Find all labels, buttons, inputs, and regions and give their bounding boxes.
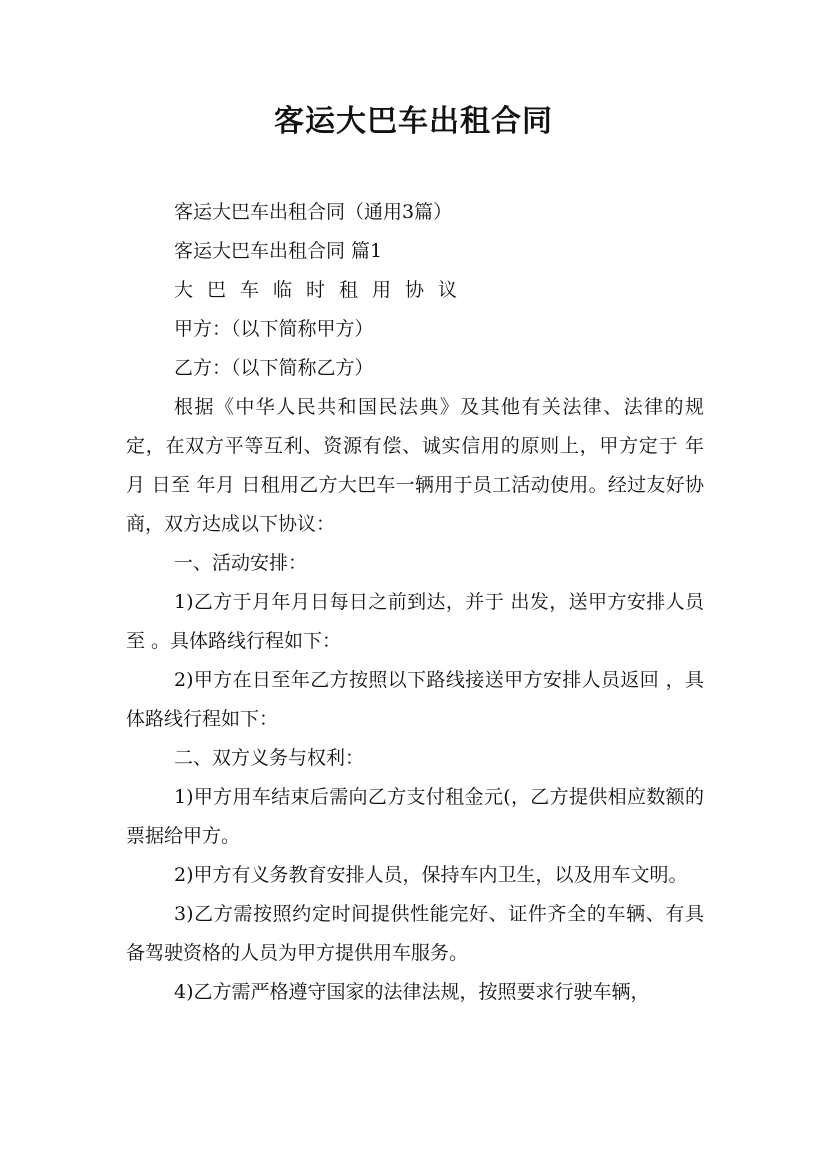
paragraph-clause: 2)甲方有义务教育安排人员，保持车内卫生，以及用车文明。 [174, 864, 688, 886]
paragraph-agreement-name: 大巴车临时租用协议 [174, 279, 472, 301]
document-body [126, 193, 704, 1012]
paragraph-clause: 3)乙方需按照约定时间提供性能完好、证件齐全的车辆、有具备驾驶资格的人员为甲方提供用车服务。 [126, 903, 704, 964]
paragraph-heading-obligations: 二、双方义务与权利： [174, 747, 365, 769]
paragraph-heading-arrangement: 一、活动安排： [174, 552, 308, 574]
paragraph-clause: 1)乙方于月年月日每日之前到达，并于 出发，送甲方安排人员至 。具体路线行程如下： [126, 591, 704, 652]
paragraph-preamble: 根据《中华人民共和国民法典》及其他有关法律、法律的规定，在双方平等互利、资源有偿、诚实信用的原则上，甲方定于 年 月 日至 年月 日租用乙方大巴车一辆用于员工活动使用。经过友好协商，双方达成以下协议： [126, 396, 704, 535]
paragraph-clause: 1)甲方用车结束后需向乙方支付租金元(，乙方提供相应数额的票据给甲方。 [126, 786, 704, 847]
paragraph-party-a: 甲方：（以下简称甲方） [174, 318, 374, 340]
paragraph-clause: 2)甲方在日至年乙方按照以下路线接送甲方安排人员返回 ，具体路线行程如下： [126, 669, 704, 730]
document-title: 客运大巴车出租合同 [274, 104, 553, 139]
paragraph-subtitle: 客运大巴车出租合同（通用3篇） [174, 201, 453, 223]
paragraph-section-heading: 客运大巴车出租合同 篇1 [174, 240, 383, 262]
paragraph-clause: 4)乙方需严格遵守国家的法律法规，按照要求行驶车辆， [174, 981, 650, 1003]
paragraph-party-b: 乙方：（以下简称乙方） [174, 357, 374, 379]
